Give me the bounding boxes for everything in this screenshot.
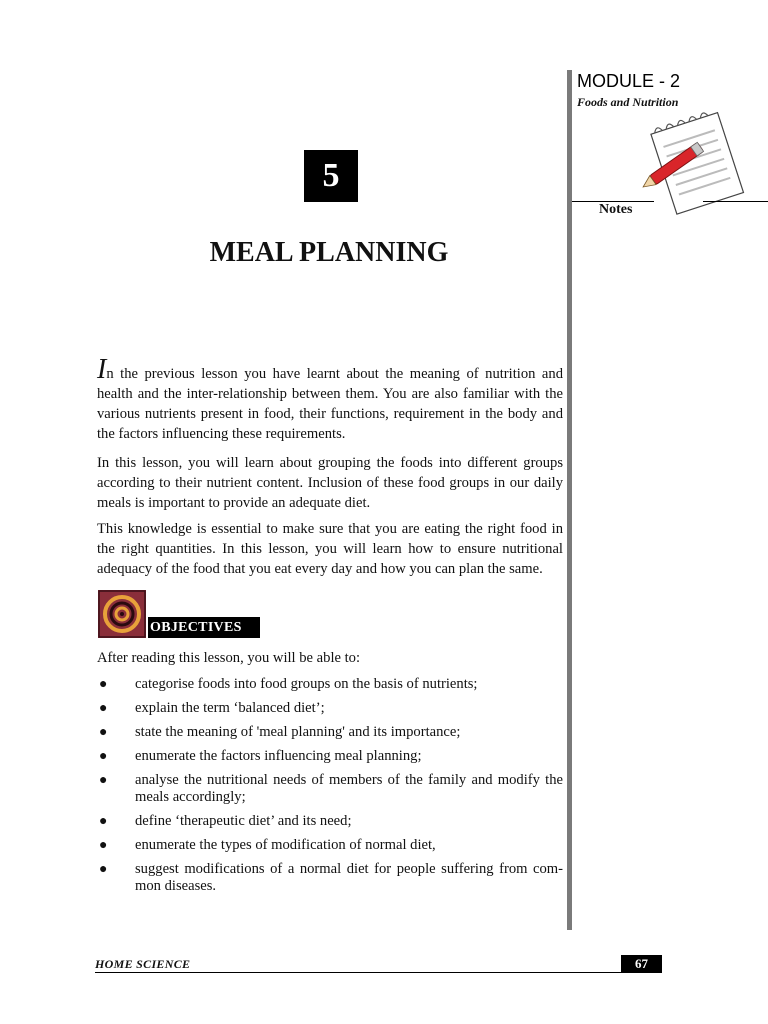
bullet: ● [99,814,108,829]
bullet: ● [99,838,108,853]
bullet: ● [99,749,108,764]
objective-item: ● suggest modifications of a normal diet for people suffering from com-mon diseases. [99,861,563,894]
intro-paragraph-text: n the previous lesson you have learnt about the meaning of nutrition and health and the inter-relationship between them. You are also familiar with the various nutrients present in food, their functions, requirement in the body and the factors influencing these requirements. [97,366,563,442]
module-title: MODULE - 2 [577,71,681,91]
target-icon [98,590,146,638]
objective-item: ● analyse the nutritional needs of members of the family and modify the meals accordingly; [99,772,563,805]
objective-item: ● enumerate the factors influencing meal planning; [99,748,422,764]
intro-paragraph [97,354,563,444]
notes-rule-right [703,201,768,202]
objectives-label: OBJECTIVES [148,617,260,638]
knowledge-paragraph: This knowledge is essential to make sure that you are eating the right food in the right quantities. In this lesson, you will learn how to ensure nutritional adequacy of the food that you eat every day and how you can plan the same. [97,521,563,577]
objectives-intro: After reading this lesson, you will be able to: [97,650,361,666]
objective-item: ● enumerate the types of modification of normal diet, [99,837,436,853]
bullet: ● [99,862,108,877]
margin-vertical-rule [567,70,572,930]
objective-item: ● define ‘therapeutic diet’ and its need; [99,813,352,829]
module-subtitle: Foods and Nutrition [577,95,679,109]
lesson-paragraph: In this lesson, you will learn about grouping the foods into different groups according to their nutrient content. Inclusion of these food groups in our daily meals is important to provide an adequate diet. [97,455,563,511]
notes-label: Notes [599,202,633,217]
objective-item: ● state the meaning of 'meal planning' and its importance; [99,724,461,740]
footer-subject: HOME SCIENCE [95,957,191,971]
bullet: ● [99,677,108,692]
footer-rule [95,972,662,973]
chapter-number: 5 [304,150,358,202]
bullet: ● [99,725,108,740]
objectives-list [97,676,563,902]
objective-item: ● categorise foods into food groups on the basis of nutrients; [99,676,478,692]
drop-cap: I [97,354,107,385]
objective-item: ● explain the term ‘balanced diet’; [99,700,325,716]
bullet: ● [99,701,108,716]
bullet: ● [99,773,108,788]
chapter-title: MEAL PLANNING [209,237,449,268]
page-number: 67 [621,955,662,973]
